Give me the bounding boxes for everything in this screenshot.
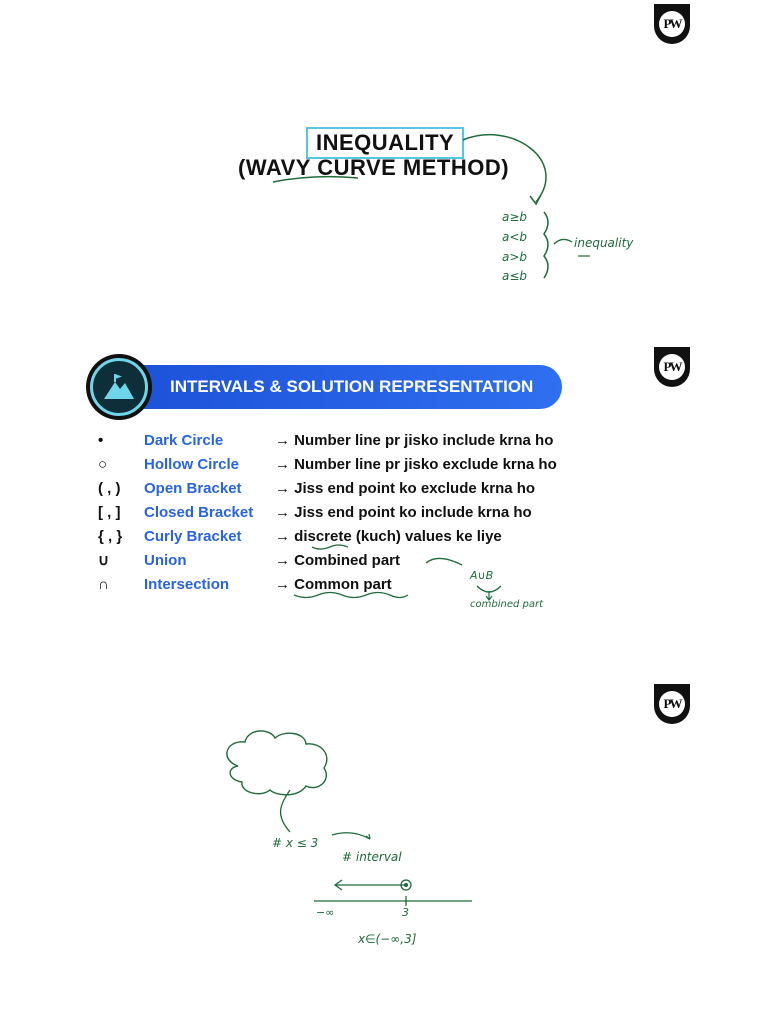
title: INEQUALITY: [306, 127, 464, 159]
answer-note: x∈(−∞,3]: [358, 932, 417, 946]
row-symbol: [ , ]: [98, 503, 121, 521]
ineq-form-1: a≥b: [502, 210, 528, 224]
row-term: Union: [144, 551, 187, 569]
slide-inequality: [70, 0, 690, 335]
row-desc: → Combined part: [275, 551, 401, 569]
ineq-label: inequality: [574, 236, 634, 250]
ineq-form-4: a≤b: [502, 269, 528, 283]
row-symbol: { , }: [98, 527, 123, 545]
row-symbol: ∪: [98, 552, 109, 569]
row-symbol: ( , ): [98, 479, 121, 497]
inequality-note: # x ≤ 3: [272, 836, 319, 850]
row-term: Open Bracket: [144, 479, 242, 497]
row-term: Intersection: [144, 575, 230, 593]
row-desc: → Common part: [275, 575, 392, 593]
row-symbol: ○: [98, 455, 108, 473]
ineq-form-2: a<b: [502, 230, 528, 244]
row-term: Curly Bracket: [144, 527, 242, 545]
combined-note: combined part: [470, 599, 544, 610]
row-desc: → Number line pr jisko exclude krna ho: [275, 455, 557, 473]
slide-interval-example: [70, 680, 690, 1024]
row-symbol: •: [98, 431, 104, 449]
subtitle: (WAVY CURVE METHOD): [238, 155, 510, 180]
union-note: A∪B: [470, 569, 494, 582]
annotation-strokes: [70, 0, 690, 335]
row-term: Dark Circle: [144, 431, 224, 449]
neg-infinity-label: −∞: [316, 906, 335, 919]
row-desc: → Jiss end point ko exclude krna ho: [275, 479, 536, 497]
pw-logo: PW: [654, 4, 690, 44]
section-banner: INTERVALS & SOLUTION REPRESENTATION: [130, 365, 562, 409]
row-desc: → Jiss end point ko include krna ho: [275, 503, 532, 521]
pw-logo: PW: [654, 684, 690, 724]
row-desc: → discrete (kuch) values ke liye: [275, 527, 502, 545]
row-desc: → Number line pr jisko include krna ho: [275, 431, 554, 449]
row-term: Hollow Circle: [144, 455, 240, 473]
row-term: Closed Bracket: [144, 503, 254, 521]
ineq-form-3: a>b: [502, 250, 528, 264]
three-label: 3: [402, 906, 409, 919]
interval-note: # interval: [342, 850, 402, 864]
row-symbol: ∩: [98, 575, 109, 593]
mountain-flag-icon: [86, 354, 152, 420]
pw-logo: PW: [654, 347, 690, 387]
annotation-strokes: [70, 343, 690, 673]
slide-intervals: [70, 343, 690, 673]
